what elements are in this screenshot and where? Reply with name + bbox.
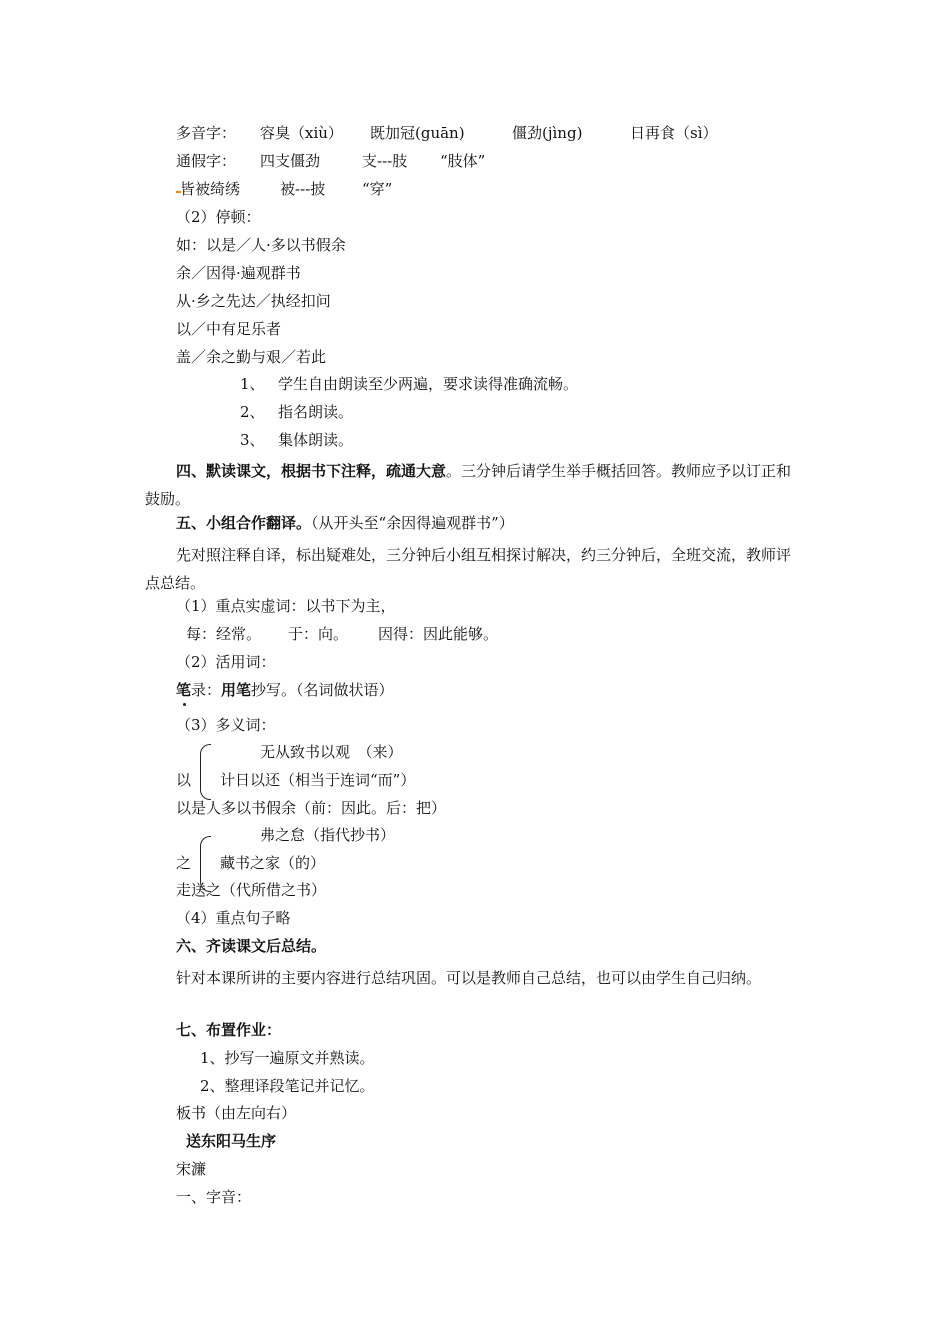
read-step-text: 指名朗读。 xyxy=(278,403,354,421)
board-title: 送东阳马生序 xyxy=(186,1132,277,1150)
polyphone-word: 既加冠(guān) xyxy=(370,124,465,142)
multi-meaning-example: 无从致书以观 （来） xyxy=(260,743,403,761)
board-section: 一、字音： xyxy=(176,1188,252,1206)
multi-meaning-example: 计日以还（相当于连词“而”） xyxy=(220,771,416,789)
usage-example: 笔录：用笔抄写。（名词做状语） xyxy=(176,681,394,699)
section-4-title: 四、默读课文，根据书下注释，疏通大意 xyxy=(176,462,447,480)
polyphone-label: 多音字： xyxy=(176,124,237,142)
multi-meaning-char: 之 xyxy=(176,854,192,872)
read-step-text: 集体朗读。 xyxy=(278,431,354,449)
read-step-number: 3、 xyxy=(240,431,265,449)
section-5-scope: （从开头至“余因得遍观群书”） xyxy=(311,514,514,532)
polyphone-word: 日再食（sì） xyxy=(630,124,718,142)
section-6-title: 六、齐读课文后总结。 xyxy=(176,937,327,955)
key-word: 因得：因此能够。 xyxy=(378,625,499,643)
key-sentences-title: （4）重点句子略 xyxy=(176,909,291,927)
homework-item: 2、整理译段笔记并记忆。 xyxy=(200,1077,375,1095)
loan-word: 被---披 xyxy=(280,180,326,198)
section-4-paragraph xyxy=(145,457,805,513)
multi-meaning-example: 走送之（代所借之书） xyxy=(176,881,327,899)
polyphone-word: 僵劲(jìng) xyxy=(512,124,583,142)
key-word: 于：向。 xyxy=(288,625,349,643)
pause-example: 盖／余之勤与艰／若此 xyxy=(176,348,327,366)
section-6-paragraph: 针对本课所讲的主要内容进行总结巩固。可以是教师自己总结，也可以由学生自己归纳。 xyxy=(176,969,762,987)
key-word: 每：经常。 xyxy=(186,625,262,643)
multi-meaning-example: 弗之怠（指代抄书） xyxy=(260,826,396,844)
loan-label: 通假字： xyxy=(176,152,237,170)
multi-meaning-title: （3）多义词： xyxy=(176,716,276,734)
polyphone-word: 容臭（xiù） xyxy=(260,124,343,142)
section-5-title: 五、小组合作翻译。 xyxy=(176,514,312,532)
brace xyxy=(200,744,211,800)
board-heading: 板书（由左向右） xyxy=(176,1104,297,1122)
pause-title: （2）停顿： xyxy=(176,208,261,226)
section-5-heading xyxy=(176,513,514,533)
homework-item: 1、抄写一遍原文并熟读。 xyxy=(200,1049,375,1067)
pause-example: 从·乡之先达／执经扣问 xyxy=(176,292,331,310)
multi-meaning-char: 以 xyxy=(176,771,192,789)
section-5-paragraph: 先对照注释自译，标出疑难处，三分钟后小组互相探讨解决，约三分钟后，全班交流，教师评点总结。 xyxy=(145,546,792,592)
multi-meaning-example: 藏书之家（的） xyxy=(220,854,326,872)
loan-word: 四支僵劲 xyxy=(260,152,321,170)
section-7-title: 七、布置作业： xyxy=(176,1021,282,1039)
loan-word: 皆被绮绣 xyxy=(180,180,241,198)
section-4-text: 。三分钟后请学生举手概括回答。教师应予以订正和鼓励。 xyxy=(145,462,792,508)
board-author: 宋濂 xyxy=(176,1160,207,1178)
multi-meaning-example: 以是人多以书假余（前：因此。后：把） xyxy=(176,799,447,817)
loan-word: 支---肢 xyxy=(362,152,408,170)
loan-word: “穿” xyxy=(362,180,393,198)
emphasis-dot xyxy=(183,703,186,706)
read-step-number: 2、 xyxy=(240,403,265,421)
pause-example: 以／中有足乐者 xyxy=(176,320,282,338)
loan-word: “肢体” xyxy=(440,152,486,170)
key-words-title: （1）重点实虚词：以书下为主， xyxy=(176,597,396,615)
pause-example: 如：以是／人·多以书假余 xyxy=(176,236,346,254)
pause-example: 余／因得·遍观群书 xyxy=(176,264,301,282)
read-step-number: 1、 xyxy=(240,375,265,393)
usage-title: （2）活用词： xyxy=(176,653,276,671)
read-step-text: 学生自由朗读至少两遍，要求读得准确流畅。 xyxy=(278,375,579,393)
